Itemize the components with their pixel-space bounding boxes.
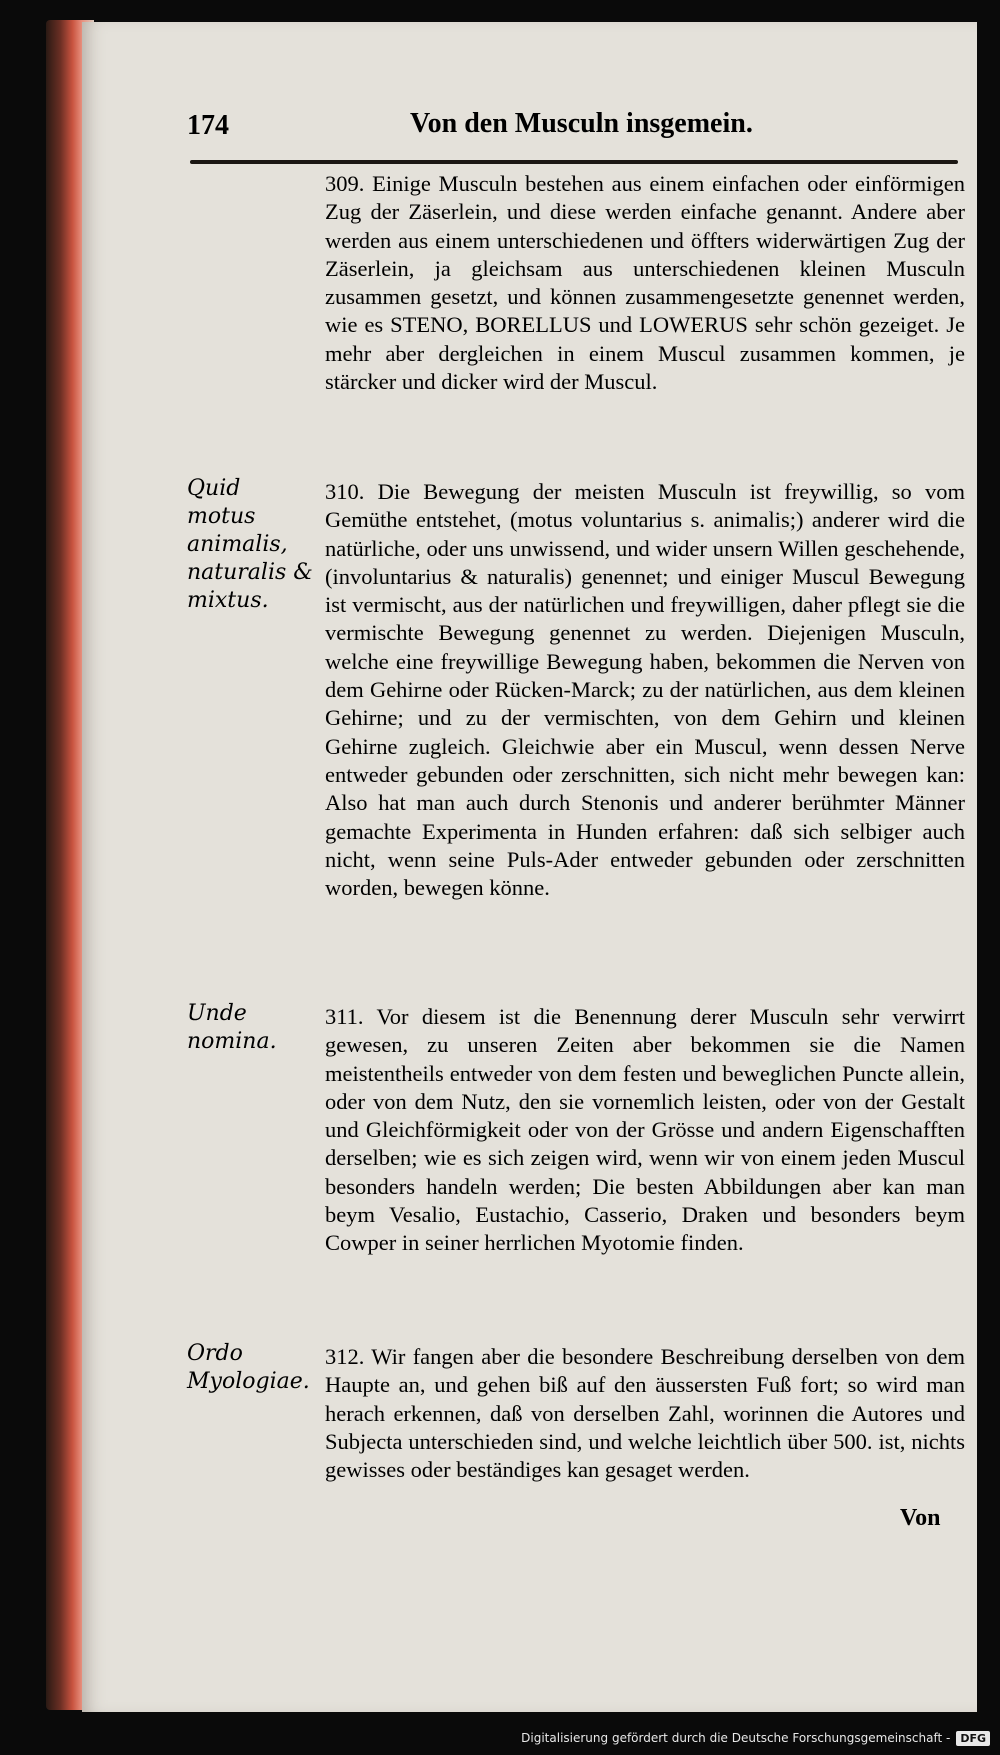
marginal-note-312: Ordo Myologiae. [187, 1341, 310, 1394]
paragraph-310: 310. Die Bewegung der meisten Musculn ist freywillig, so vom Gemüthe entstehet, (motus voluntarius s. animalis;) anderer wird die natürliche, oder uns unwissend, und wider unsern Willen geschehende, (involuntarius & naturalis) genennet; und einiger Muscul Bewegung ist vermischt, aus der natürlichen und freywilligen, daher pflegt sie die vermischte Bewegung genennet zu werden. Diejenigen Musculn, welche eine freywillige Bewegung haben, bekommen die Nerven von dem Gehirne oder Rücken-Marck; zu der natürlichen, aus dem kleinen Gehirne; und zu der vermischten, von dem Gehirn und kleinen Gehirne zugleich. Gleichwie aber ein Muscul, wenn dessen Nerve entweder gebunden oder zerschnitten, sich nicht mehr bewegen kan: Also hat man auch durch Stenonis und anderer berühmter Männer gemachte Experimenta in Hunden erfahren: daß sich selbiger auch nicht, wenn seine Puls-Ader entweder gebunden oder zerschnitten worden, bewegen könne. [325, 479, 965, 901]
digitization-credit [521, 1727, 990, 1749]
header-rule [190, 160, 958, 164]
credit-text: Digitalisierung gefördert durch die Deutsche Forschungsgemeinschaft - [521, 1731, 951, 1745]
paragraph-309: 309. Einige Musculn bestehen aus einem einfachen oder einförmigen Zug der Zäserlein, und diese werden einfache genannt. Andere aber werden aus einem unterschiedenen und öffters widerwärtigen Zug der Zäserlein, ja gleichsam aus unterschiedenen kleinen Musculn zusammen gesetzt, und können zusammengesetzte genennet werden, wie es STENO, BORELLUS und LOWERUS sehr schön gezeiget. Je mehr aber dergleichen in einem Muscul zusammen kommen, je stärcker und dicker wird der Muscul. [325, 171, 965, 395]
dfg-logo-icon: DFG [956, 1731, 990, 1746]
page-number: 174 [187, 110, 229, 141]
paragraph-312: 312. Wir fangen aber die besondere Beschreibung derselben von dem Haupte an, und gehen biß auf den äussersten Fuß fort; so wird man herach erkennen, daß von derselben Zahl, worinnen die Autores und Subjecta unterschieden sind, und welche leichtlich über 500. ist, nichts gewisses oder beständiges kan gesaget werden. [325, 1344, 965, 1483]
marginal-note-310: Quid motus animalis, naturalis & mixtus. [187, 476, 313, 613]
running-title: Von den Musculn insgemein. [410, 108, 753, 139]
paragraph-311: 311. Vor diesem ist die Benennung derer Musculn sehr verwirrt gewesen, zu unseren Zeiten aber bekommen sie die Namen meistentheils entweder von dem festen und beweglichen Puncte allein, oder von dem Nutz, den sie vornemlich leisten, oder von der Gestalt und Gleichförmigkeit oder von der Grösse und andern Eigenschafften derselben; wie es sich zeigen wird, wenn wir von einem jeden Muscul besonders handeln werden; Die besten Abbildungen aber kan man beym Vesalio, Eustachio, Casserio, Draken und besonders beym Cowper in seiner herrlichen Myotomie finden. [325, 1004, 965, 1256]
marginal-note-311: Unde nomina. [187, 1001, 277, 1054]
catchword: Von [900, 1505, 941, 1531]
